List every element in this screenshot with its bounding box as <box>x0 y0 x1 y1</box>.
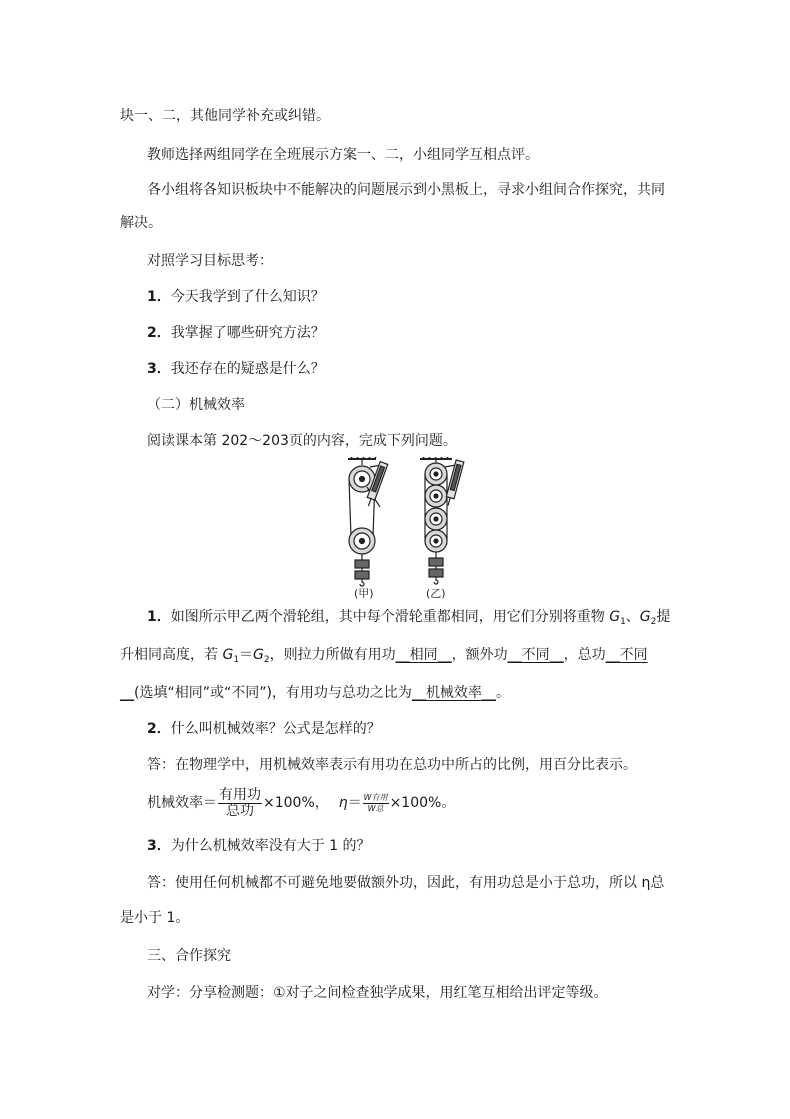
item1-sub1: 1 <box>620 617 626 627</box>
item1-sub2: 2 <box>650 617 657 627</box>
item1-line2-a: 升相同高度，若 <box>120 647 223 663</box>
formula-times2: ×100%。 <box>389 795 456 811</box>
item1-line2-c: ，额外功 <box>451 647 508 663</box>
paragraph-p2: 教师选择两组同学在全班展示方案一、二，小组同学互相点评。 <box>147 147 539 163</box>
formula-w-numerator: W有用 <box>363 792 388 802</box>
item1-g1: G <box>609 609 621 625</box>
item1-g4: G <box>253 647 264 663</box>
section-heading-3: 三、合作探究 <box>147 948 231 964</box>
answer-useful-work: __相同__ <box>395 647 452 663</box>
answer-efficiency: __机械效率__ <box>411 685 496 701</box>
item3-question <box>147 836 371 856</box>
question-1-num: 1． <box>147 289 171 305</box>
formula-w-denominator: W总 <box>367 803 384 813</box>
pulley-system-left <box>348 457 388 586</box>
item3-q: 为什么机械效率没有大于 1 的？ <box>170 838 371 854</box>
section-heading-2: （二）机械效率 <box>147 397 245 413</box>
item2-answer: 答：在物理学中，用机械效率表示有用功在总功中所占的比例，用百分比表示。 <box>147 757 637 773</box>
item1-text-b: 提 <box>656 609 671 625</box>
item1-line3-b: 。 <box>495 685 510 701</box>
item1-eq: ＝ <box>239 647 254 663</box>
item3-answer-a: 答：使用任何机械都不可避免地要做额外功，因此，有用功总是小于总功，所以 η总 <box>147 875 665 891</box>
paragraph-p1: 块一、二，其他同学补充或纠错。 <box>120 108 330 124</box>
pulley-figure <box>340 457 480 600</box>
formula-numerator: 有用功 <box>219 786 261 803</box>
item3-num: 3． <box>147 838 171 854</box>
item1-sub4: 2 <box>263 655 270 665</box>
formula-prefix: 机械效率＝ <box>147 795 217 811</box>
item2-q: 什么叫机械效率？公式是怎样的？ <box>170 721 381 737</box>
formula-fraction <box>218 788 262 819</box>
item1-g3: G <box>222 647 234 663</box>
item1-text-a: 如图所示甲乙两个滑轮组，其中每个滑轮重都相同，用它们分别将重物 <box>170 609 610 625</box>
formula-eta: η <box>338 795 348 811</box>
item1-sub3: 1 <box>233 655 240 665</box>
formula-eq: ＝ <box>347 795 362 811</box>
pulley-system-right <box>420 457 464 584</box>
item3-answer-b: 是小于 1。 <box>120 910 190 926</box>
duixue-paragraph: 对学：分享检测题：①对子之间检查独学成果，用红笔互相给出评定等级。 <box>147 985 608 1001</box>
item1-sep: 、 <box>625 609 640 625</box>
item1-line2 <box>120 645 648 670</box>
formula-times: ×100%， <box>263 795 329 811</box>
paragraph-p3b: 解决。 <box>120 215 162 231</box>
question-1-text: 今天我学到了什么知识？ <box>170 289 325 305</box>
question-3-num: 3． <box>147 361 171 377</box>
item2-num: 2． <box>147 721 171 737</box>
paragraph-p3a: 各小组将各知识板块中不能解决的问题展示到小黑板上，寻求小组间合作探究，共同 <box>147 182 665 198</box>
formula-denominator: 总功 <box>226 802 254 819</box>
item1-line2-d: ，总功 <box>563 647 606 663</box>
question-3 <box>147 359 325 379</box>
question-2 <box>147 323 325 343</box>
item2-question <box>147 719 381 739</box>
figure-label-left: (甲) <box>354 587 374 600</box>
answer-total-work-tail: __ <box>120 685 134 701</box>
item1-line2-b: ，则拉力所做有用功 <box>269 647 396 663</box>
paragraph-p4: 对照学习目标思考： <box>147 253 273 269</box>
figure-label-right: (乙) <box>426 587 446 600</box>
question-1 <box>147 287 325 307</box>
item1-line3-a: (选填“相同”或“不同”)，有用功与总功之比为 <box>134 685 412 701</box>
item1-g2: G <box>639 609 651 625</box>
efficiency-formula <box>147 786 455 820</box>
reading-instruction: 阅读课本第 202～203页的内容，完成下列问题。 <box>147 433 457 449</box>
question-2-text: 我掌握了哪些研究方法？ <box>170 325 325 341</box>
item1-line3 <box>120 683 510 703</box>
question-2-num: 2． <box>147 325 171 341</box>
formula-w-fraction <box>363 793 389 814</box>
item1-line1 <box>147 607 670 632</box>
answer-total-work: __不同 <box>605 647 648 663</box>
item1-num: 1． <box>147 609 171 625</box>
answer-extra-work: __不同__ <box>507 647 564 663</box>
question-3-text: 我还存在的疑惑是什么？ <box>170 361 325 377</box>
